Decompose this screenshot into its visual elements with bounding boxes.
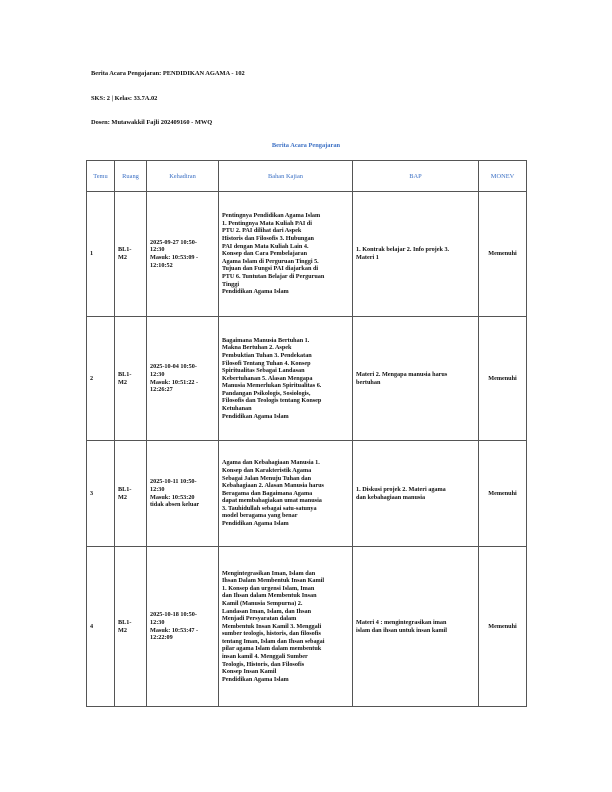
table-row: [87, 192, 527, 317]
cell-bap: Materi 4 : mengintegrasikan iman islam dan ihsan untuk insan kamil: [353, 547, 479, 707]
cell-monev: Memenuhi: [479, 317, 527, 441]
cell-monev: Memenuhi: [479, 441, 527, 547]
table-row: [87, 547, 527, 707]
header-bahan-kajian: Bahan Kajian: [219, 161, 353, 192]
cell-kehadiran: 2025-09-27 10:50- 12:30 Masuk: 10:53:09 - 12:10:52: [147, 192, 219, 317]
header-kehadiran: Kehadiran: [147, 161, 219, 192]
cell-temu: 4: [87, 547, 115, 707]
cell-temu: 3: [87, 441, 115, 547]
cell-temu: 2: [87, 317, 115, 441]
cell-ruang: BL1- M2: [115, 441, 147, 547]
table-row: [87, 441, 527, 547]
header-bap: BAP: [353, 161, 479, 192]
cell-ruang: BL1- M2: [115, 547, 147, 707]
cell-temu: 1: [87, 192, 115, 317]
cell-bap: 1. Diskusi projek 2. Materi agama dan kebahagiaan manusia: [353, 441, 479, 547]
cell-kehadiran: 2025-10-04 10:50- 12:30 Masuk: 10:51:22 - 12:26:27: [147, 317, 219, 441]
dosen-info: Dosen: Mutawakkil Fajli 202409160 - MWQ: [91, 119, 213, 126]
cell-bap: Materi 2. Mengapa manusia harus bertuhan: [353, 317, 479, 441]
header-monev: MONEV: [479, 161, 527, 192]
cell-ruang: BL1- M2: [115, 192, 147, 317]
cell-kehadiran: 2025-10-18 10:50- 12:30 Masuk: 10:53:47 - 12:22:09: [147, 547, 219, 707]
cell-bahan-kajian: Agama dan Kebahagiaan Manusia 1. Konsep dan Karakteristik Agama Sebagai Jalan Menuju Tuhan dan Kebahagiaan 2. Alasan Manusia harus Beragama dan Bagaimana Agama dapat membahagiakan umat manusia 3. Tauhidullah sebagai satu-satunya model beragama yang benar Pendidikan Agama Islam: [219, 441, 353, 547]
document-title: Berita Acara Pengajaran: PENDIDIKAN AGAMA - 102: [91, 70, 245, 77]
cell-monev: Memenuhi: [479, 547, 527, 707]
cell-bahan-kajian: Bagaimana Manusia Bertuhan 1. Makna Bertuhan 2. Aspek Pembuktian Tuhan 3. Pendekatan Filosofi Tentang Tuhan 4. Konsep Spiritualitas Sebagai Landasan Kebertuhanan 5. Alasan Mengapa Manusia Memerlukan Spiritualitas 6. Pandangan Psikologis, Sosiologis, Filosofis dan Teologis tentang Konsep Ketuhanan Pendidikan Agama Islam: [219, 317, 353, 441]
cell-ruang: BL1- M2: [115, 317, 147, 441]
header-ruang: Ruang: [115, 161, 147, 192]
cell-bahan-kajian: Pentingnya Pendidikan Agama Islam 1. Pentingnya Mata Kuliah PAI di PTU 2. PAI dilihat dari Aspek Historis dan Filosofis 3. Hubungan PAI dengan Mata Kuliah Lain 4. Konsep dan Cara Pembelajaran Agama Islam di Perguruan Tinggi 5. Tujuan dan Fungsi PAI diajarkan di PTU 6. Tuntutan Belajar di Perguruan Tinggi Pendidikan Agama Islam: [219, 192, 353, 317]
sks-kelas-info: SKS: 2 | Kelas: 33.7A.02: [91, 95, 158, 102]
table-title: Berita Acara Pengajaran: [271, 142, 341, 149]
table-header-row: [87, 161, 527, 192]
cell-monev: Memenuhi: [479, 192, 527, 317]
cell-bap: 1. Kontrak belajar 2. Info projek 3. Materi 1: [353, 192, 479, 317]
bap-table: [86, 160, 527, 707]
table-row: [87, 317, 527, 441]
cell-bahan-kajian: Mengintegrasikan Iman, Islam dan Ihsan Dalam Membentuk Insan Kamil 1. Konsep dan urgensi Islam, Iman dan Ihsan dalam Membentuk Insan Kamil (Manusia Sempurna) 2. Landasan Iman, Islam, dan Ihsan Menjadi Persyaratan dalam Membentuk Insan Kamil 3. Menggali sumber teologis, historis, dan filosofis tentang Iman, Islam dan Ihsan sebagai pilar agama Islam dalam membentuk insan kamil 4. Menggali Sumber Teologis, Historis, dan Filosofis Konsep Insan Kamil Pendidikan Agama Islam: [219, 547, 353, 707]
cell-kehadiran: 2025-10-11 10:50- 12:30 Masuk: 10:53:20 tidak absen keluar: [147, 441, 219, 547]
header-temu: Temu: [87, 161, 115, 192]
